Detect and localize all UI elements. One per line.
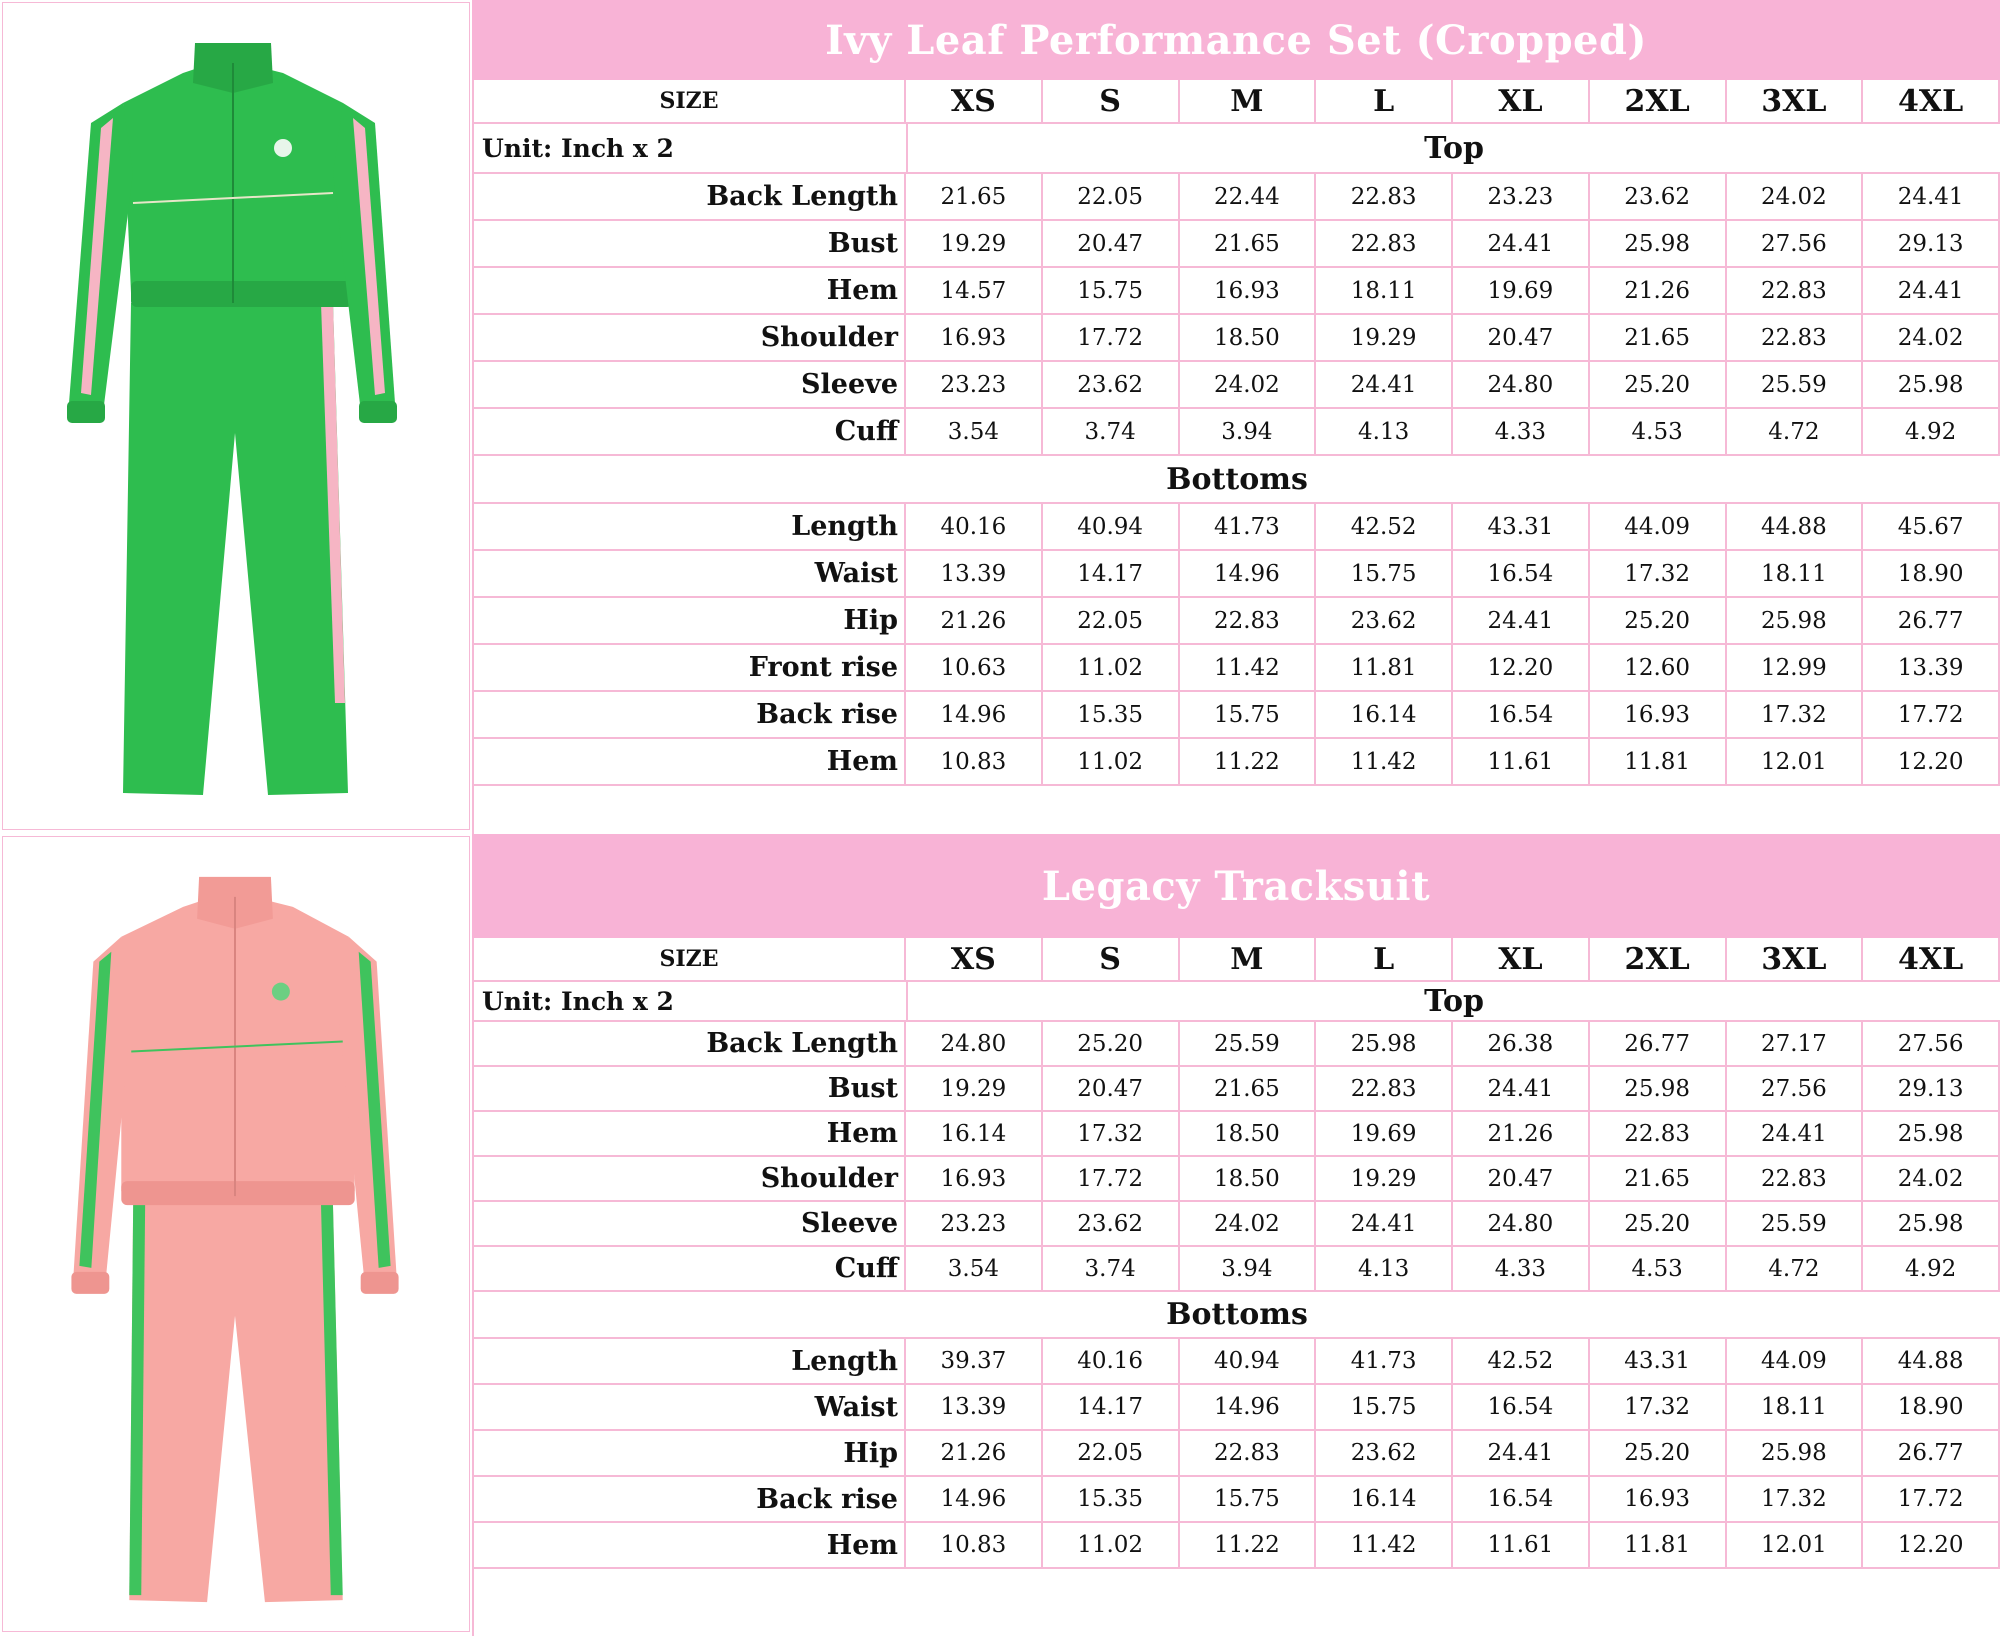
measurement-value: 19.29 xyxy=(1316,1157,1453,1200)
measurement-value: 25.98 xyxy=(1590,221,1727,266)
section-top-label: Top xyxy=(906,124,2000,172)
measurement-value: 19.69 xyxy=(1316,1112,1453,1155)
measurement-row xyxy=(474,1339,2000,1385)
measurement-label: Front rise xyxy=(474,645,906,690)
measurement-value: 42.52 xyxy=(1453,1339,1590,1383)
measurement-value: 3.74 xyxy=(1043,1247,1180,1290)
measurement-value: 27.17 xyxy=(1727,1022,1864,1065)
measurement-row xyxy=(474,1523,2000,1569)
measurement-value: 40.16 xyxy=(906,504,1043,549)
measurement-value: 17.32 xyxy=(1727,692,1864,737)
measurement-value: 22.83 xyxy=(1727,1157,1864,1200)
measurement-value: 16.93 xyxy=(906,315,1043,360)
size-grid xyxy=(472,938,2000,1636)
measurement-value: 20.47 xyxy=(1453,1157,1590,1200)
tracksuit-pink-image xyxy=(3,837,469,1631)
measurement-value: 16.54 xyxy=(1453,692,1590,737)
measurement-value: 15.75 xyxy=(1043,268,1180,313)
measurement-label: Hem xyxy=(474,268,906,313)
measurement-value: 14.57 xyxy=(906,268,1043,313)
measurement-value: 11.81 xyxy=(1590,1523,1727,1567)
measurement-value: 19.29 xyxy=(906,1067,1043,1110)
measurement-value: 25.20 xyxy=(1590,362,1727,407)
measurement-value: 21.65 xyxy=(1590,1157,1727,1200)
measurement-value: 15.75 xyxy=(1316,551,1453,596)
measurement-value: 21.65 xyxy=(1180,1067,1317,1110)
measurement-value: 18.11 xyxy=(1727,1385,1864,1429)
size-header-label: SIZE xyxy=(474,80,906,122)
measurement-value: 4.13 xyxy=(1316,1247,1453,1290)
measurement-value: 11.42 xyxy=(1316,739,1453,784)
measurement-row xyxy=(474,1431,2000,1477)
measurement-label: Cuff xyxy=(474,1247,906,1290)
measurement-value: 14.96 xyxy=(906,692,1043,737)
measurement-value: 19.29 xyxy=(1316,315,1453,360)
unit-label: Unit: Inch x 2 xyxy=(482,133,674,163)
measurement-value: 12.99 xyxy=(1727,645,1864,690)
measurement-value: 11.22 xyxy=(1180,1523,1317,1567)
measurement-value: 3.94 xyxy=(1180,409,1317,454)
size-header-label: SIZE xyxy=(474,938,906,980)
measurement-value: 15.35 xyxy=(1043,1477,1180,1521)
measurement-value: 4.92 xyxy=(1863,1247,2000,1290)
measurement-value: 21.26 xyxy=(1590,268,1727,313)
measurement-value: 25.20 xyxy=(1043,1022,1180,1065)
measurement-value: 3.54 xyxy=(906,409,1043,454)
measurement-value: 3.74 xyxy=(1043,409,1180,454)
measurement-value: 4.92 xyxy=(1863,409,2000,454)
measurement-value: 40.94 xyxy=(1180,1339,1317,1383)
measurement-value: 4.53 xyxy=(1590,1247,1727,1290)
measurement-value: 11.42 xyxy=(1180,645,1317,690)
measurement-value: 22.83 xyxy=(1727,268,1864,313)
measurement-value: 25.59 xyxy=(1727,362,1864,407)
size-table-area xyxy=(472,0,2000,834)
measurement-value: 18.90 xyxy=(1863,551,2000,596)
measurement-value: 25.98 xyxy=(1727,1431,1864,1475)
measurement-value: 18.11 xyxy=(1727,551,1864,596)
measurement-value: 43.31 xyxy=(1453,504,1590,549)
measurement-row xyxy=(474,645,2000,692)
measurement-value: 27.56 xyxy=(1727,221,1864,266)
measurement-value: 24.41 xyxy=(1453,221,1590,266)
measurement-value: 15.75 xyxy=(1180,1477,1317,1521)
measurement-value: 22.05 xyxy=(1043,1431,1180,1475)
measurement-value: 13.39 xyxy=(906,551,1043,596)
measurement-value: 24.80 xyxy=(1453,362,1590,407)
measurement-value: 11.61 xyxy=(1453,739,1590,784)
measurement-value: 25.98 xyxy=(1590,1067,1727,1110)
size-column-header: 3XL xyxy=(1727,80,1864,122)
measurement-value: 17.32 xyxy=(1043,1112,1180,1155)
size-column-header: XS xyxy=(906,80,1043,122)
measurement-label: Hip xyxy=(474,598,906,643)
measurement-label: Sleeve xyxy=(474,362,906,407)
measurement-value: 17.72 xyxy=(1863,1477,2000,1521)
measurement-label: Length xyxy=(474,1339,906,1383)
measurement-value: 16.93 xyxy=(1180,268,1317,313)
measurement-value: 21.65 xyxy=(1590,315,1727,360)
size-column-header: XS xyxy=(906,938,1043,980)
measurement-value: 11.22 xyxy=(1180,739,1317,784)
measurement-value: 24.41 xyxy=(1316,362,1453,407)
size-column-header: 2XL xyxy=(1590,938,1727,980)
measurement-value: 24.41 xyxy=(1453,1067,1590,1110)
section-bottoms-label: Bottoms xyxy=(1166,461,1308,497)
measurement-value: 17.32 xyxy=(1727,1477,1864,1521)
measurement-value: 12.60 xyxy=(1590,645,1727,690)
chart-title: Ivy Leaf Performance Set (Cropped) xyxy=(472,0,2000,80)
measurement-value: 41.73 xyxy=(1316,1339,1453,1383)
measurement-value: 29.13 xyxy=(1863,1067,2000,1110)
measurement-value: 23.62 xyxy=(1590,174,1727,219)
measurement-row xyxy=(474,1157,2000,1202)
measurement-value: 25.59 xyxy=(1180,1022,1317,1065)
measurement-value: 17.32 xyxy=(1590,1385,1727,1429)
measurement-row xyxy=(474,362,2000,409)
measurement-value: 19.29 xyxy=(906,221,1043,266)
measurement-value: 11.61 xyxy=(1453,1523,1590,1567)
measurement-value: 17.72 xyxy=(1043,1157,1180,1200)
measurement-value: 23.62 xyxy=(1043,1202,1180,1245)
measurement-value: 22.83 xyxy=(1727,315,1864,360)
measurement-value: 40.94 xyxy=(1043,504,1180,549)
measurement-value: 10.83 xyxy=(906,1523,1043,1567)
measurement-value: 12.20 xyxy=(1863,739,2000,784)
measurement-row xyxy=(474,1067,2000,1112)
measurement-value: 11.02 xyxy=(1043,739,1180,784)
measurement-value: 12.20 xyxy=(1863,1523,2000,1567)
tracksuit-green-image xyxy=(3,3,469,829)
measurement-value: 45.67 xyxy=(1863,504,2000,549)
measurement-row xyxy=(474,1202,2000,1247)
measurement-value: 16.54 xyxy=(1453,1385,1590,1429)
measurement-value: 11.02 xyxy=(1043,1523,1180,1567)
measurement-value: 24.41 xyxy=(1863,174,2000,219)
measurement-value: 4.72 xyxy=(1727,1247,1864,1290)
section-bottoms-label: Bottoms xyxy=(1166,1297,1308,1332)
measurement-value: 21.26 xyxy=(1453,1112,1590,1155)
unit-top-row xyxy=(474,124,2000,174)
measurement-value: 44.09 xyxy=(1727,1339,1864,1383)
measurement-value: 27.56 xyxy=(1863,1022,2000,1065)
measurement-value: 14.17 xyxy=(1043,1385,1180,1429)
measurement-value: 11.81 xyxy=(1316,645,1453,690)
measurement-value: 11.81 xyxy=(1590,739,1727,784)
unit-label: Unit: Inch x 2 xyxy=(482,986,674,1016)
measurement-value: 25.98 xyxy=(1863,1112,2000,1155)
measurement-value: 27.56 xyxy=(1727,1067,1864,1110)
measurement-value: 12.01 xyxy=(1727,739,1864,784)
measurement-value: 12.20 xyxy=(1453,645,1590,690)
measurement-label: Back Length xyxy=(474,1022,906,1065)
measurement-row xyxy=(474,174,2000,221)
measurement-value: 13.39 xyxy=(1863,645,2000,690)
measurement-value: 24.02 xyxy=(1180,1202,1317,1245)
measurement-label: Bust xyxy=(474,1067,906,1110)
measurement-row xyxy=(474,1385,2000,1431)
measurement-value: 13.39 xyxy=(906,1385,1043,1429)
measurement-value: 25.20 xyxy=(1590,1431,1727,1475)
measurement-value: 18.50 xyxy=(1180,1112,1317,1155)
measurement-value: 16.93 xyxy=(1590,1477,1727,1521)
size-column-header: 4XL xyxy=(1863,938,2000,980)
measurement-label: Hem xyxy=(474,1112,906,1155)
measurement-value: 14.17 xyxy=(1043,551,1180,596)
measurement-value: 22.83 xyxy=(1590,1112,1727,1155)
measurement-value: 19.69 xyxy=(1453,268,1590,313)
measurement-value: 24.02 xyxy=(1727,174,1864,219)
measurement-value: 15.35 xyxy=(1043,692,1180,737)
measurement-value: 21.26 xyxy=(906,1431,1043,1475)
measurement-label: Hip xyxy=(474,1431,906,1475)
measurement-value: 4.33 xyxy=(1453,1247,1590,1290)
measurement-label: Sleeve xyxy=(474,1202,906,1245)
measurement-row xyxy=(474,221,2000,268)
measurement-value: 16.93 xyxy=(1590,692,1727,737)
measurement-row xyxy=(474,1477,2000,1523)
size-header-row xyxy=(474,80,2000,124)
measurement-label: Length xyxy=(474,504,906,549)
measurement-value: 12.01 xyxy=(1727,1523,1864,1567)
size-grid xyxy=(472,80,2000,834)
measurement-value: 42.52 xyxy=(1316,504,1453,549)
measurement-value: 26.77 xyxy=(1863,1431,2000,1475)
measurement-value: 18.50 xyxy=(1180,1157,1317,1200)
measurement-row xyxy=(474,1112,2000,1157)
measurement-value: 20.47 xyxy=(1043,221,1180,266)
size-header-row xyxy=(474,938,2000,982)
measurement-label: Back rise xyxy=(474,692,906,737)
measurement-value: 16.14 xyxy=(1316,692,1453,737)
measurement-row xyxy=(474,1022,2000,1067)
size-column-header: 2XL xyxy=(1590,80,1727,122)
measurement-value: 21.65 xyxy=(906,174,1043,219)
measurement-value: 22.83 xyxy=(1316,1067,1453,1110)
measurement-label: Bust xyxy=(474,221,906,266)
product-photo-frame xyxy=(2,2,470,830)
measurement-value: 20.47 xyxy=(1453,315,1590,360)
measurement-value: 15.75 xyxy=(1180,692,1317,737)
measurement-value: 22.83 xyxy=(1180,1431,1317,1475)
measurement-label: Back Length xyxy=(474,174,906,219)
measurement-value: 11.02 xyxy=(1043,645,1180,690)
measurement-value: 11.42 xyxy=(1316,1523,1453,1567)
size-table-area xyxy=(472,834,2000,1636)
measurement-row xyxy=(474,551,2000,598)
measurement-row xyxy=(474,504,2000,551)
measurement-row xyxy=(474,268,2000,315)
measurement-value: 18.50 xyxy=(1180,315,1317,360)
measurement-value: 22.83 xyxy=(1316,174,1453,219)
measurement-value: 25.98 xyxy=(1727,598,1864,643)
measurement-value: 10.83 xyxy=(906,739,1043,784)
measurement-value: 23.62 xyxy=(1316,1431,1453,1475)
measurement-label: Hem xyxy=(474,739,906,784)
measurement-value: 44.88 xyxy=(1727,504,1864,549)
measurement-label: Cuff xyxy=(474,409,906,454)
measurement-value: 10.63 xyxy=(906,645,1043,690)
size-chart-legacy xyxy=(0,834,2000,1636)
measurement-value: 14.96 xyxy=(906,1477,1043,1521)
measurement-value: 25.98 xyxy=(1316,1022,1453,1065)
measurement-value: 4.33 xyxy=(1453,409,1590,454)
measurement-row xyxy=(474,598,2000,645)
measurement-value: 26.77 xyxy=(1863,598,2000,643)
measurement-value: 21.65 xyxy=(1180,221,1317,266)
size-column-header: XL xyxy=(1453,938,1590,980)
section-bottoms-row xyxy=(474,1292,2000,1339)
measurement-value: 24.80 xyxy=(906,1022,1043,1065)
measurement-value: 24.41 xyxy=(1316,1202,1453,1245)
measurement-row xyxy=(474,692,2000,739)
measurement-value: 24.80 xyxy=(1453,1202,1590,1245)
size-column-header: XL xyxy=(1453,80,1590,122)
measurement-value: 24.41 xyxy=(1863,268,2000,313)
measurement-value: 24.02 xyxy=(1180,362,1317,407)
measurement-value: 16.14 xyxy=(906,1112,1043,1155)
measurement-value: 23.23 xyxy=(906,362,1043,407)
measurement-value: 24.41 xyxy=(1453,1431,1590,1475)
section-bottoms-row xyxy=(474,456,2000,504)
measurement-value: 22.05 xyxy=(1043,174,1180,219)
size-column-header: S xyxy=(1043,80,1180,122)
measurement-value: 18.90 xyxy=(1863,1385,2000,1429)
size-column-header: 4XL xyxy=(1863,80,2000,122)
measurement-value: 25.98 xyxy=(1863,362,2000,407)
measurement-value: 16.93 xyxy=(906,1157,1043,1200)
measurement-value: 23.62 xyxy=(1043,362,1180,407)
measurement-value: 16.54 xyxy=(1453,1477,1590,1521)
measurement-value: 3.94 xyxy=(1180,1247,1317,1290)
measurement-value: 41.73 xyxy=(1180,504,1317,549)
measurement-label: Back rise xyxy=(474,1477,906,1521)
measurement-value: 22.44 xyxy=(1180,174,1317,219)
measurement-label: Waist xyxy=(474,1385,906,1429)
size-column-header: 3XL xyxy=(1727,938,1864,980)
section-top-label: Top xyxy=(906,982,2000,1020)
measurement-value: 23.62 xyxy=(1316,598,1453,643)
size-column-header: M xyxy=(1180,938,1317,980)
measurement-value: 17.72 xyxy=(1863,692,2000,737)
measurement-value: 14.96 xyxy=(1180,551,1317,596)
measurement-value: 22.83 xyxy=(1316,221,1453,266)
measurement-value: 20.47 xyxy=(1043,1067,1180,1110)
measurement-value: 23.23 xyxy=(1453,174,1590,219)
measurement-value: 39.37 xyxy=(906,1339,1043,1383)
measurement-value: 16.54 xyxy=(1453,551,1590,596)
measurement-value: 25.20 xyxy=(1590,598,1727,643)
measurement-value: 24.41 xyxy=(1453,598,1590,643)
measurement-value: 23.23 xyxy=(906,1202,1043,1245)
measurement-row xyxy=(474,409,2000,456)
measurement-row xyxy=(474,315,2000,362)
measurement-value: 17.32 xyxy=(1590,551,1727,596)
measurement-value: 3.54 xyxy=(906,1247,1043,1290)
chart-title: Legacy Tracksuit xyxy=(472,834,2000,938)
measurement-value: 22.83 xyxy=(1180,598,1317,643)
measurement-value: 17.72 xyxy=(1043,315,1180,360)
measurement-label: Shoulder xyxy=(474,315,906,360)
measurement-value: 25.59 xyxy=(1727,1202,1864,1245)
measurement-value: 15.75 xyxy=(1316,1385,1453,1429)
measurement-value: 16.14 xyxy=(1316,1477,1453,1521)
measurement-value: 44.88 xyxy=(1863,1339,2000,1383)
measurement-value: 25.98 xyxy=(1863,1202,2000,1245)
measurement-row xyxy=(474,1247,2000,1292)
size-column-header: M xyxy=(1180,80,1317,122)
measurement-value: 29.13 xyxy=(1863,221,2000,266)
measurement-value: 14.96 xyxy=(1180,1385,1317,1429)
measurement-label: Shoulder xyxy=(474,1157,906,1200)
measurement-value: 24.02 xyxy=(1863,1157,2000,1200)
size-column-header: L xyxy=(1316,938,1453,980)
size-column-header: S xyxy=(1043,938,1180,980)
measurement-value: 40.16 xyxy=(1043,1339,1180,1383)
measurement-value: 43.31 xyxy=(1590,1339,1727,1383)
measurement-value: 21.26 xyxy=(906,598,1043,643)
measurement-value: 22.05 xyxy=(1043,598,1180,643)
measurement-value: 25.20 xyxy=(1590,1202,1727,1245)
measurement-value: 26.77 xyxy=(1590,1022,1727,1065)
measurement-value: 24.41 xyxy=(1727,1112,1864,1155)
measurement-value: 24.02 xyxy=(1863,315,2000,360)
measurement-value: 4.72 xyxy=(1727,409,1864,454)
measurement-label: Hem xyxy=(474,1523,906,1567)
unit-top-row xyxy=(474,982,2000,1022)
measurement-label: Waist xyxy=(474,551,906,596)
measurement-row xyxy=(474,739,2000,786)
measurement-value: 44.09 xyxy=(1590,504,1727,549)
size-column-header: L xyxy=(1316,80,1453,122)
product-photo-frame xyxy=(2,836,470,1632)
measurement-value: 4.13 xyxy=(1316,409,1453,454)
measurement-value: 18.11 xyxy=(1316,268,1453,313)
measurement-value: 4.53 xyxy=(1590,409,1727,454)
measurement-value: 26.38 xyxy=(1453,1022,1590,1065)
